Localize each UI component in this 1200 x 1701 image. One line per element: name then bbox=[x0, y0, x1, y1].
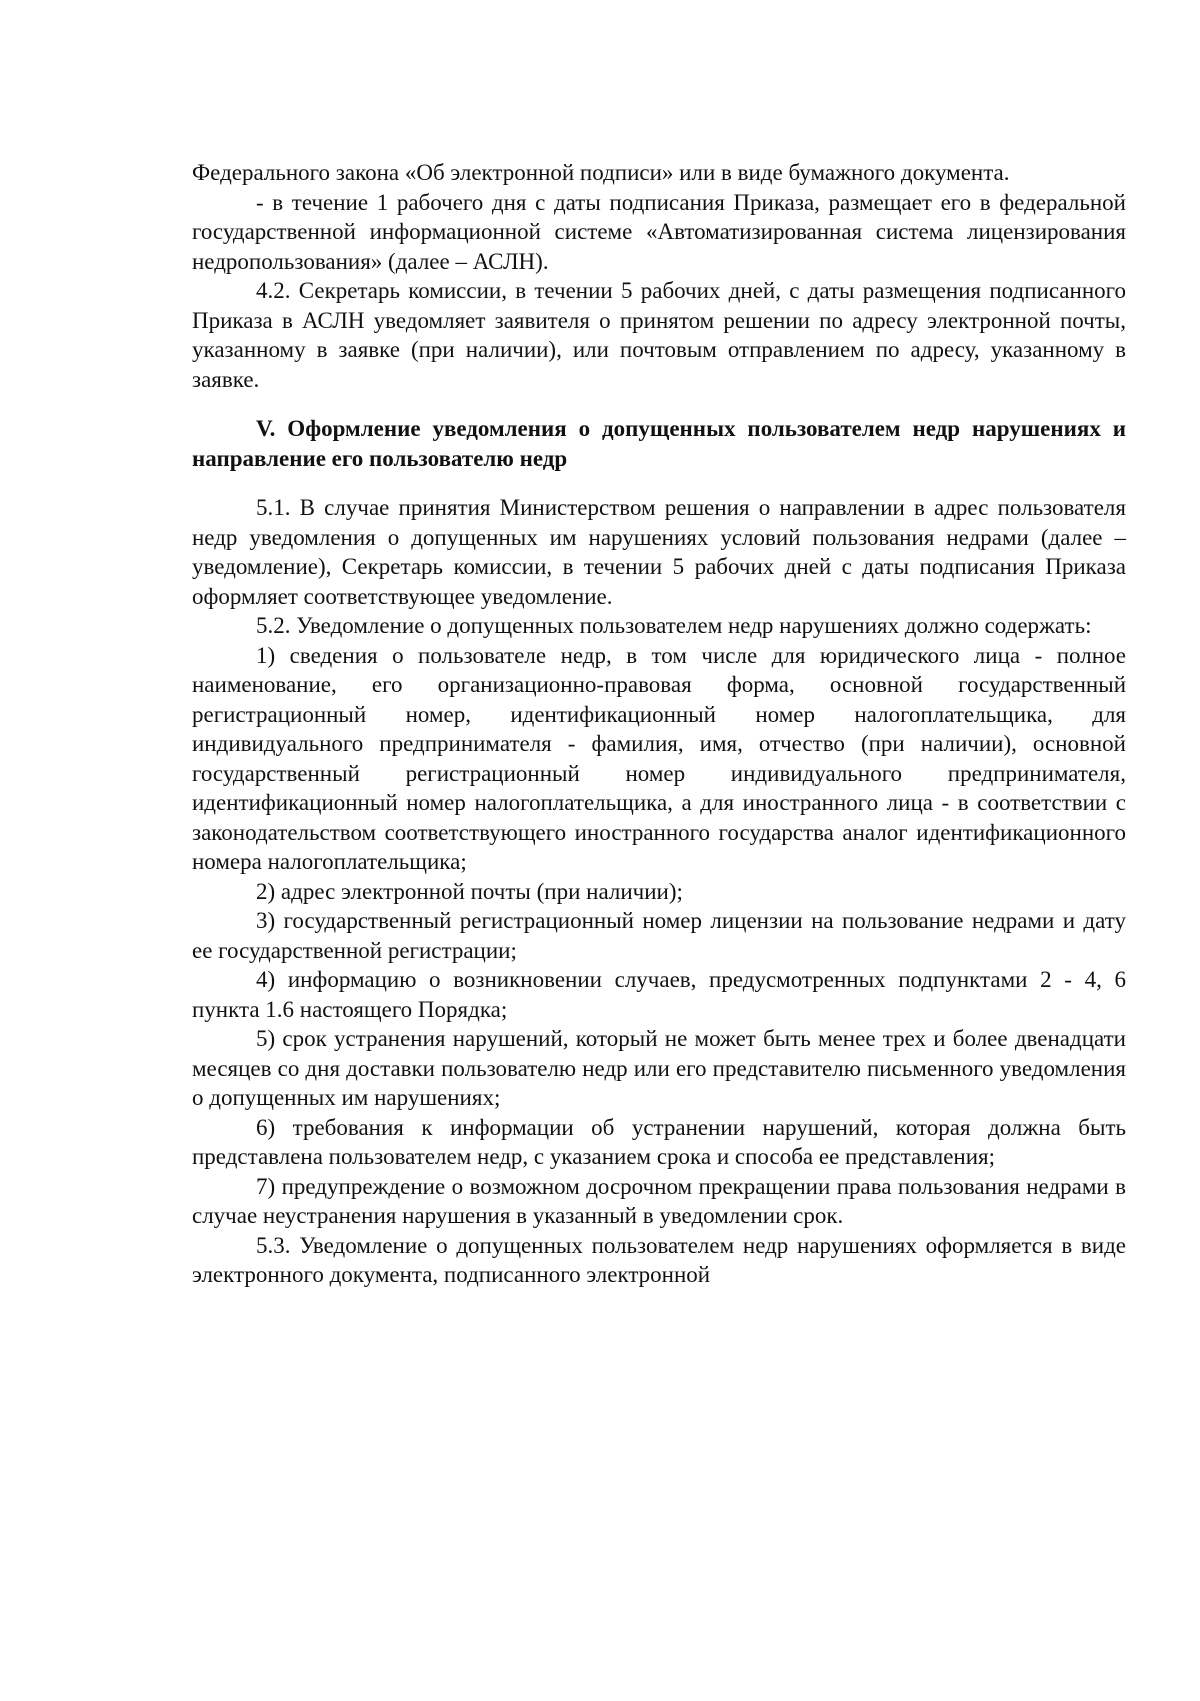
list-item-6: 6) требования к информации об устранении нарушений, которая должна быть представлена пользователем недр, с указанием срока и способа ее представления; bbox=[192, 1114, 1126, 1169]
list-item-2: 2) адрес электронной почты (при наличии); bbox=[256, 878, 683, 904]
document-body bbox=[192, 158, 1126, 1290]
list-item-1: 1) сведения о пользователе недр, в том числе для юридического лица - полное наименование, его организационно-правовая форма, основной государственный регистрационный номер, идентификационный номер налогоплательщика, для индивидуального предпринимателя - фамилия, имя, отчество (при наличии), основной государственный регистрационный номер индивидуального предпринимателя, идентификационный номер налогоплательщика, а для иностранного лица - в соответствии с законодательством соответствующего иностранного государства аналог идентификационного номера налогоплательщика; bbox=[192, 642, 1126, 874]
list-item-5: 5) срок устранения нарушений, который не может быть менее трех и более двенадцати месяцев со дня доставки пользователю недр или его представителю письменного уведомления о допущенных им нарушениях; bbox=[192, 1026, 1126, 1110]
scan-speck bbox=[622, 18, 638, 21]
paragraph-5-1: 5.1. В случае принятия Министерством решения о направлении в адрес пользователя недр уведомления о допущенных им нарушениях условий пользования недрами (далее – уведомление), Секретарь комиссии, в течении 5 рабочих дней с даты подписания Приказа оформляет соответствующее уведомление. bbox=[192, 495, 1126, 609]
paragraph-5-3: 5.3. Уведомление о допущенных пользователем недр нарушениях оформляется в виде электронного документа, подписанного электронной bbox=[192, 1232, 1126, 1287]
list-item-7: 7) предупреждение о возможном досрочном прекращении права пользования недрами в случае неустранения нарушения в указанный в уведомлении срок. bbox=[192, 1173, 1126, 1228]
paragraph-asln-placement: - в течение 1 рабочего дня с даты подписания Приказа, размещает его в федеральной государственной информационной системе «Автоматизированная система лицензирования недропользования» (далее – АСЛН). bbox=[192, 189, 1126, 274]
paragraph-continuation: Федерального закона «Об электронной подписи» или в виде бумажного документа. bbox=[192, 160, 1010, 185]
paragraph-4-2: 4.2. Секретарь комиссии, в течении 5 рабочих дней, с даты размещения подписанного Приказа в АСЛН уведомляет заявителя о принятом решении по адресу электронной почты, указанному в заявке (при наличии), или почтовым отправлением по адресу, указанному в заявке. bbox=[192, 278, 1126, 392]
paragraph-5-2: 5.2. Уведомление о допущенных пользователем недр нарушениях должно содержать: bbox=[256, 613, 1092, 638]
list-item-3: 3) государственный регистрационный номер лицензии на пользование недрами и дату ее государственной регистрации; bbox=[192, 908, 1126, 963]
list-item-4: 4) информацию о возникновении случаев, предусмотренных подпунктами 2 - 4, 6 пункта 1.6 настоящего Порядка; bbox=[192, 967, 1126, 1022]
section-heading: V. Оформление уведомления о допущенных пользователем недр нарушениях и направление его пользователю недр bbox=[192, 416, 1126, 471]
